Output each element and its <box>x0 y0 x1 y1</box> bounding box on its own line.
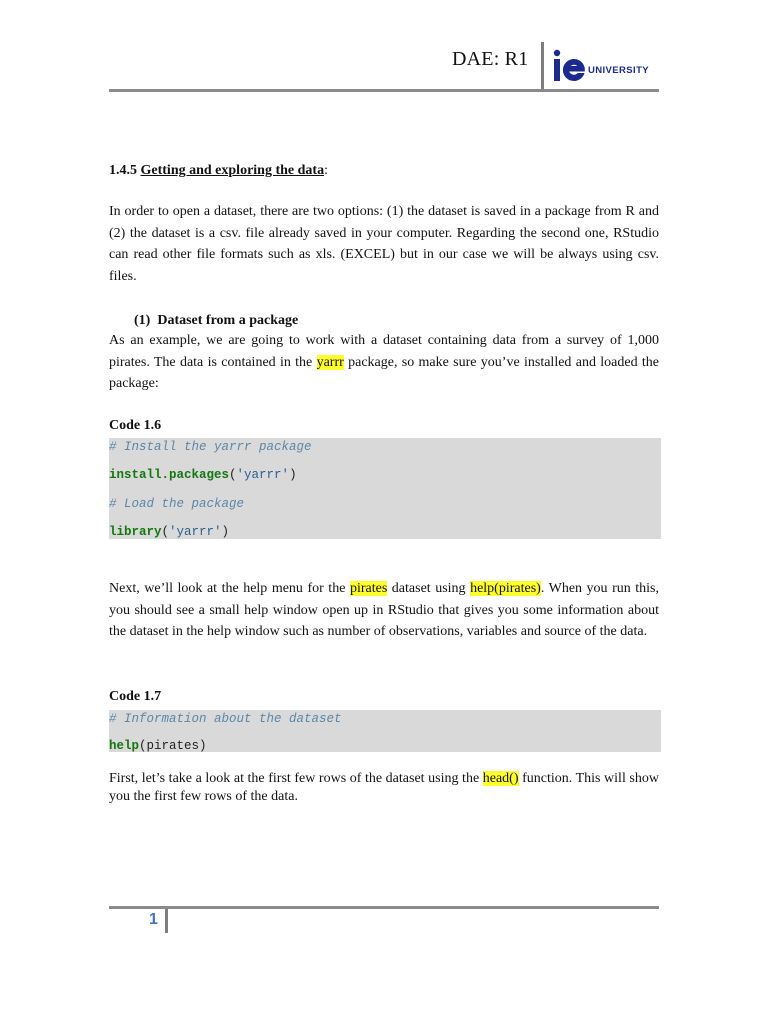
help-text-3: . When you run this, you should see a small help window open up in RStudio that gives you some information about the dataset in the help window such as number of observations, variables and source of the data. <box>109 581 659 639</box>
help-pirates-highlight: help(pirates) <box>470 581 541 596</box>
yarrr-highlight: yarrr <box>316 354 344 370</box>
code-comment: # Information about the dataset <box>109 712 342 726</box>
code-string: 'yarrr' <box>236 468 290 482</box>
help-paragraph <box>109 578 659 643</box>
pirates-highlight: pirates <box>349 581 388 596</box>
example-paragraph <box>109 330 659 395</box>
subsection-number: (1) <box>134 313 151 328</box>
example-text-start: As an example, we are going to work with a dataset containing data from a survey of 1,000 pirates. The data is contained in the <box>109 333 659 370</box>
section-title: Getting and exploring the data <box>140 163 325 178</box>
code-function: install.packages <box>109 468 230 482</box>
code-line-library <box>109 522 229 544</box>
code-args: (pirates) <box>139 739 207 753</box>
code-paren-open: ( <box>229 468 237 482</box>
code-function: library <box>109 525 162 539</box>
intro-paragraph: In order to open a dataset, there are two options: (1) the dataset is saved in a package from R and (2) the dataset is a csv. file already saved in your computer. Regarding the second one, RStudio can read other file formats such as xls. (EXCEL) but in our case we will be always using csv. files. <box>109 204 659 284</box>
help-text-2: dataset using <box>387 581 471 596</box>
code-line-help <box>109 736 207 758</box>
section-number: 1.4.5 <box>109 163 137 178</box>
head-text-1: First, let’s take a look at the first few rows of the dataset using the <box>109 771 483 786</box>
code-block-1-6 <box>109 438 661 539</box>
subsection-title: Dataset from a package <box>157 313 299 328</box>
code-paren-close: ) <box>221 525 230 539</box>
header-rule <box>109 89 659 92</box>
code-line-install <box>109 465 297 487</box>
section-colon: : <box>324 163 328 178</box>
example-text-end: package, so make sure you’ve installed and loaded the package: <box>109 354 659 391</box>
code-paren-open: ( <box>161 525 170 539</box>
code-string: 'yarrr' <box>169 525 222 539</box>
ie-university-logo <box>552 49 656 85</box>
code-block-1-7 <box>109 710 661 752</box>
code-function: help <box>109 739 140 753</box>
page-number: 1 <box>149 911 158 928</box>
code-1-6-label: Code 1.6 <box>109 418 162 433</box>
header-title: DAE: R1 <box>452 48 529 70</box>
code-paren-close: ) <box>289 468 297 482</box>
code-1-7-label: Code 1.7 <box>109 689 162 704</box>
section-heading <box>109 160 328 182</box>
ie-logo-mark <box>552 49 588 85</box>
help-text-1: Next, we’ll look at the help menu for the <box>109 581 350 596</box>
footer-divider <box>165 909 168 933</box>
head-paragraph <box>109 770 659 806</box>
footer-rule <box>109 906 659 909</box>
head-function-highlight: head() <box>482 771 519 786</box>
code-comment: # Load the package <box>109 497 245 511</box>
code-comment: # Install the yarrr package <box>109 440 312 454</box>
subsection-heading <box>134 310 298 332</box>
head-text-2: function. This will show you the first few rows of the data. <box>109 771 659 804</box>
header-divider <box>541 42 544 90</box>
logo-text: UNIVERSITY <box>588 65 650 76</box>
